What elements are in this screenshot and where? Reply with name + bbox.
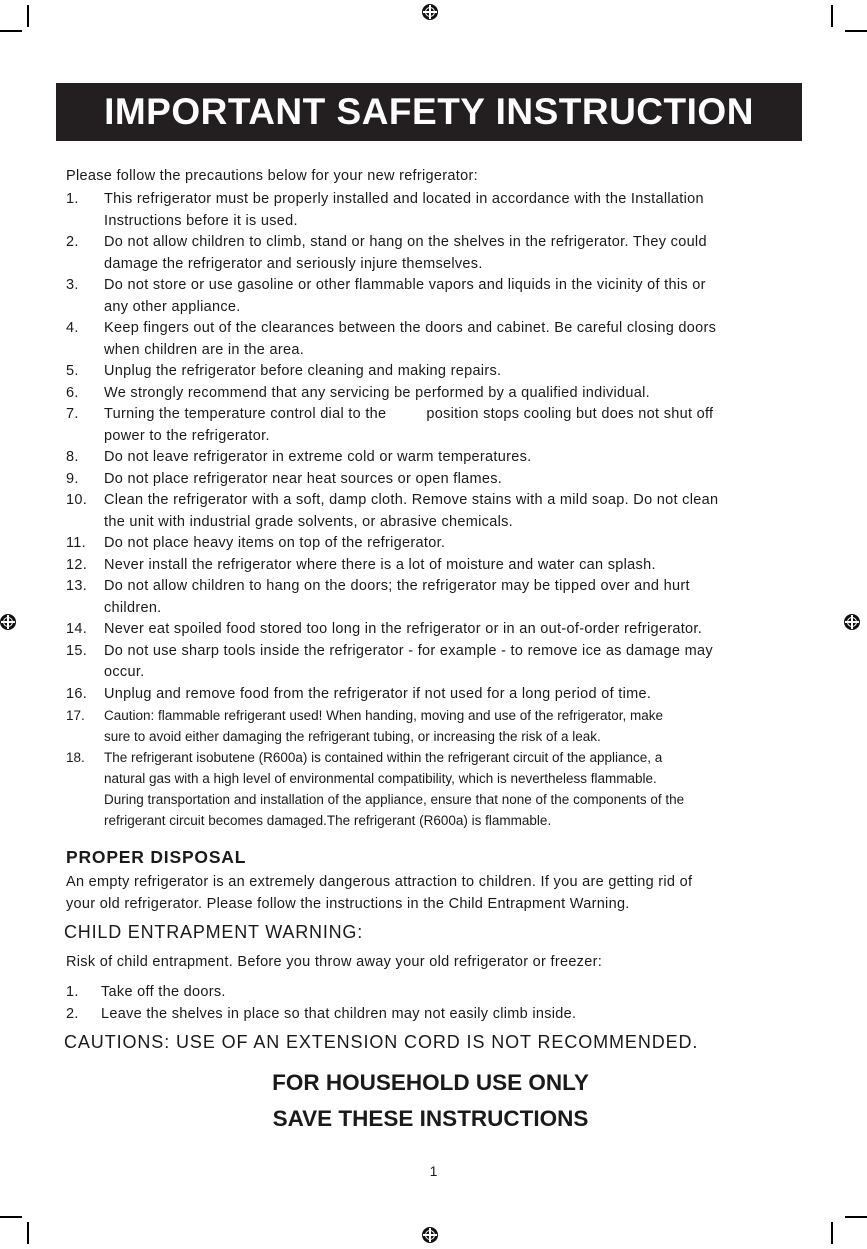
list-item	[66, 684, 806, 706]
item-text: Do not place refrigerator near heat sources or open flames.	[104, 470, 503, 487]
disposal-line: An empty refrigerator is an extremely dangerous attraction to children. If you are getting rid of	[66, 874, 693, 890]
item-text: natural gas with a high level of environmental compatibility, which is nevertheless flammable.	[104, 771, 657, 786]
registration-target-icon	[844, 614, 860, 630]
item-number: 18.	[66, 750, 85, 765]
item-text: power to the refrigerator.	[104, 427, 270, 444]
list-item	[66, 641, 806, 684]
item-text: occur.	[104, 664, 145, 680]
precautions-list	[66, 189, 806, 831]
item-number: 4.	[66, 320, 79, 336]
item-text: refrigerant circuit becomes damaged.The refrigerant (R600a) is flammable.	[104, 813, 552, 828]
registration-target-icon	[422, 4, 438, 20]
item-text: the unit with industrial grade solvents, or abrasive chemicals.	[104, 513, 513, 530]
item-text: Never install the refrigerator where there is a lot of moisture and water can splash.	[104, 556, 656, 573]
item-text: Caution: flammable refrigerant used! When handing, moving and use of the refrigerator, make	[104, 708, 664, 723]
list-item	[66, 318, 806, 361]
list-item	[66, 705, 806, 747]
item-number: 10.	[66, 492, 88, 508]
item-text: During transportation and installation of the appliance, ensure that none of the components of the	[104, 792, 685, 807]
item-text: Clean the refrigerator with a soft, damp cloth. Remove stains with a mild soap. Do not clean	[104, 492, 719, 508]
item-number: 13.	[66, 578, 88, 594]
crop-mark-bottom-left-v	[27, 1222, 29, 1244]
item-text: Unplug the refrigerator before cleaning and making repairs.	[104, 363, 502, 379]
list-item	[66, 232, 806, 275]
intro-text: Please follow the precautions below for your new refrigerator:	[66, 168, 478, 184]
item-text: children.	[104, 599, 162, 616]
list-item	[66, 747, 806, 831]
item-text: Do not allow children to climb, stand or hang on the shelves in the refrigerator. They could	[104, 234, 707, 250]
item-text: Do not use sharp tools inside the refrigerator - for example - to remove ice as damage may	[104, 642, 713, 659]
registration-target-icon	[422, 1227, 438, 1243]
entrapment-text: Risk of child entrapment. Before you throw away your old refrigerator or freezer:	[66, 954, 603, 970]
entrapment-title: CHILD ENTRAPMENT WARNING:	[64, 922, 364, 942]
item-text: This refrigerator must be properly installed and located in accordance with the Installation	[104, 191, 704, 207]
list-item	[66, 1003, 576, 1025]
list-item	[66, 490, 806, 533]
crop-mark-top-right-v	[831, 5, 833, 27]
item-number: 15.	[66, 642, 88, 659]
item-text: damage the refrigerator and seriously injure themselves.	[104, 255, 483, 272]
item-text: Unplug and remove food from the refrigerator if not used for a long period of time.	[104, 685, 652, 702]
item-text: Keep fingers out of the clearances between the doors and cabinet. Be careful closing doors	[104, 320, 717, 336]
item-text: Do not leave refrigerator in extreme cold or warm temperatures.	[104, 449, 532, 465]
household-use-heading: FOR HOUSEHOLD USE ONLY	[272, 1070, 589, 1095]
item-number: 5.	[66, 363, 79, 379]
item-number: 17.	[66, 708, 85, 723]
item-number: 14.	[66, 621, 88, 637]
item-text: when children are in the area.	[104, 341, 305, 358]
disposal-title: PROPER DISPOSAL	[66, 847, 247, 867]
item-text: Turning the temperature control dial to the	[104, 406, 387, 422]
step-text: Leave the shelves in place so that children may not easily climb inside.	[101, 1006, 577, 1022]
crop-mark-bottom-left-h	[0, 1216, 22, 1218]
crop-mark-top-left-h	[0, 30, 22, 32]
item-number: 11.	[66, 535, 86, 551]
list-item	[66, 469, 806, 491]
disposal-text	[66, 871, 806, 915]
item-text: sure to avoid either damaging the refrigerant tubing, or increasing the risk of a leak.	[104, 729, 601, 744]
item-number: 7.	[66, 406, 79, 422]
list-item	[66, 533, 806, 555]
item-text: The refrigerant isobutene (R600a) is contained within the refrigerant circuit of the appliance, a	[104, 750, 663, 765]
page-number: 1	[429, 1163, 438, 1179]
entrapment-steps	[66, 981, 576, 1025]
item-number: 16.	[66, 685, 88, 702]
item-number: 1.	[66, 191, 79, 207]
disposal-line: your old refrigerator. Please follow the instructions in the Child Entrapment Warning.	[66, 896, 630, 912]
item-number: 3.	[66, 277, 79, 293]
crop-mark-bottom-right-v	[831, 1222, 833, 1244]
item-text: Never eat spoiled food stored too long in the refrigerator or in an out-of-order refrigerator.	[104, 621, 703, 637]
list-item	[66, 361, 806, 383]
list-item	[66, 981, 576, 1003]
step-number: 2.	[66, 1006, 79, 1022]
list-item	[66, 576, 806, 619]
registration-target-icon	[0, 614, 16, 630]
page-title: IMPORTANT SAFETY INSTRUCTION	[56, 83, 802, 141]
item-text: We strongly recommend that any servicing be performed by a qualified individual.	[104, 384, 650, 401]
item-text: Do not store or use gasoline or other flammable vapors and liquids in the vicinity of this or	[104, 277, 706, 293]
crop-mark-top-right-h	[845, 30, 867, 32]
item-number: 2.	[66, 234, 79, 250]
list-item	[66, 275, 806, 318]
item-number: 12.	[66, 556, 88, 573]
item-number: 8.	[66, 449, 79, 465]
step-text: Take off the doors.	[101, 984, 226, 1000]
item-number: 6.	[66, 384, 79, 401]
item-text: Do not place heavy items on top of the refrigerator.	[104, 535, 446, 551]
item-text: any other appliance.	[104, 298, 241, 315]
list-item	[66, 383, 806, 405]
step-number: 1.	[66, 984, 79, 1000]
list-item	[66, 619, 806, 641]
list-item	[66, 189, 806, 232]
cautions-text: CAUTIONS: USE OF AN EXTENSION CORD IS NOT RECOMMENDED.	[64, 1032, 699, 1052]
crop-mark-top-left-v	[27, 5, 29, 27]
save-instructions-heading: SAVE THESE INSTRUCTIONS	[272, 1106, 589, 1131]
item-text: position stops cooling but does not shut off	[426, 406, 714, 422]
list-item	[66, 555, 806, 577]
item-text: Do not allow children to hang on the doors; the refrigerator may be tipped over and hurt	[104, 578, 690, 594]
list-item	[66, 404, 806, 447]
item-text: Instructions before it is used.	[104, 212, 298, 229]
item-number: 9.	[66, 470, 79, 487]
crop-mark-bottom-right-h	[845, 1216, 867, 1218]
list-item	[66, 447, 806, 469]
